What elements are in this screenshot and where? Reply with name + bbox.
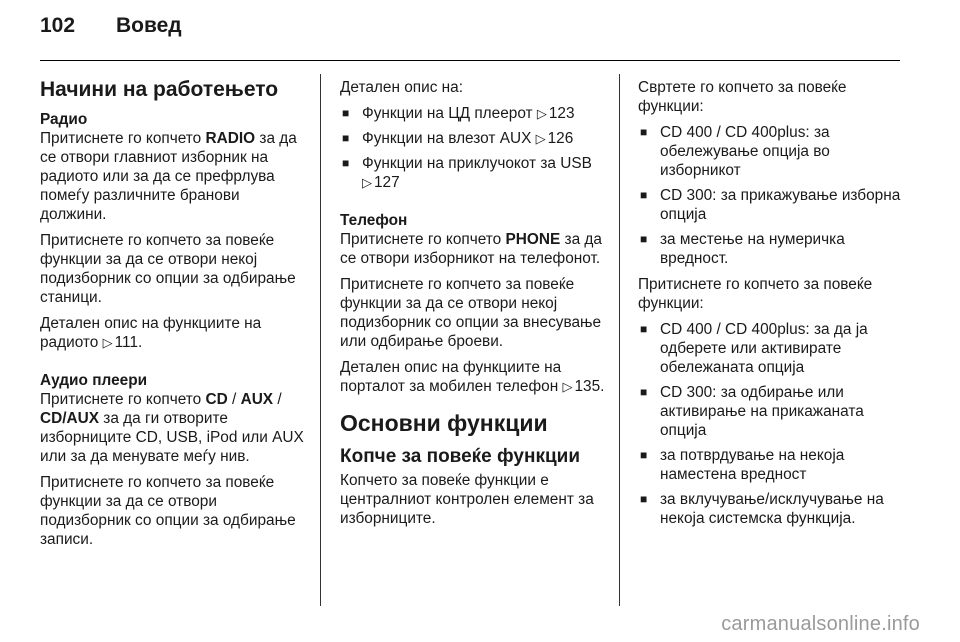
text: Притиснете го копчето [340,231,506,248]
header-divider [40,60,900,61]
radio-key-label: RADIO [205,130,256,147]
page-number: 102 [40,14,76,37]
list-item: ■ за местење на нумеричка вредност. [638,230,908,268]
basic-functions-title: Основни функции [340,410,548,436]
column-divider-2 [619,74,620,606]
page-reference[interactable] [103,334,143,351]
page-reference[interactable] [537,105,575,122]
aux-key-label: AUX [240,391,274,408]
radio-paragraph-2: Притиснете го копчето за повеќе функции за да се отвори некој подизборник со опции за одбирање станици. [40,232,296,306]
operation-modes-title: Начини на работењето [40,78,279,101]
watermark: carmanualsonline.info [721,613,920,635]
text: Функции на приклучокот за USB [362,155,592,172]
section-name: Вовед [116,14,182,37]
text: Функции на влезот AUX [362,130,536,147]
column-divider-1 [320,74,321,606]
text: Детален опис на функциите на порталот за мобилен телефон [340,359,563,395]
page-reference[interactable] [562,378,604,395]
list-item: ■ за вклучување/исклучување на некоја системска функција. [638,490,908,528]
page-reference-triangle-icon: ▷ [562,379,573,394]
text: за да се отвори главниот изборник на радиото или за да се префрлува помеѓу различните бранови должини. [40,130,297,223]
page-reference-triangle-icon: ▷ [536,106,547,121]
page-reference[interactable] [362,174,400,191]
list-item [340,129,610,148]
radio-paragraph-1 [40,129,310,224]
phone-heading: Телефон [340,212,408,229]
cd-key-label: CD [205,391,228,408]
page-reference[interactable] [536,130,574,147]
list-item [340,104,610,123]
press-knob-intro: Притиснете го копчето за повеќе функции: [638,276,873,312]
multifunction-knob-text: Копчето за повеќе функции е централниот контролен елемент за изборниците. [340,472,594,527]
column-1 [40,78,310,556]
page-reference-triangle-icon: ▷ [102,335,113,350]
text: Притиснете го копчето [40,130,206,147]
phone-paragraph-3 [340,358,610,396]
page-header [40,14,182,50]
list-item: ■ за потврдување на некоја наместена вредност [638,446,908,484]
text: за да се отвори изборникот на телефонот. [340,231,602,267]
page-reference-number: 126 [547,130,574,147]
column-3 [638,78,908,535]
audio-paragraph-2: Притиснете го копчето за повеќе функции за да се отвори подизборник со опции за одбирање записи. [40,474,296,548]
phone-key-label: PHONE [505,231,561,248]
column-2 [340,78,610,535]
audio-players-heading: Аудио плеери [40,372,148,389]
text: Притиснете го копчето [40,391,206,408]
list-item [340,154,610,192]
detail-list [340,104,610,192]
multifunction-knob-title: Копче за повеќе функции [340,446,580,467]
page-reference-triangle-icon: ▷ [362,175,372,190]
detail-intro: Детален опис на: [340,79,464,96]
text: Детален опис на функциите на радиото [40,315,262,351]
audio-paragraph-1 [40,390,310,466]
text: / [273,391,282,408]
page-reference-number: 127 [374,174,400,191]
radio-heading: Радио [40,111,88,128]
phone-paragraph-2: Притиснете го копчето за повеќе функции за да се отвори некој подизборник со опции за внесување или одбирање броеви. [340,276,602,350]
page-reference-number: 123 [548,105,575,122]
list-item: ■ CD 300: за одбирање или активирање на прикажаната опција [638,383,908,440]
text: / [227,391,241,408]
list-item: ■ CD 300: за прикажување изборна опција [638,186,908,224]
press-knob-list [638,320,908,528]
turn-knob-intro: Свртете го копчето за повеќе функции: [638,79,847,115]
page-reference-number: 111. [114,334,143,351]
text: Функции на ЦД плеерот [362,105,537,122]
page-reference-number: 135. [574,378,605,395]
phone-paragraph-1 [340,230,610,268]
text: за да ги отворите изборниците CD, USB, iPod или AUX или за да менувате меѓу нив. [40,410,304,465]
page-reference-triangle-icon: ▷ [535,131,546,146]
turn-knob-list [638,123,908,268]
list-item: ■ CD 400 / CD 400plus: за да ја одберете или активирате обележаната опција [638,320,908,377]
list-item: ■ CD 400 / CD 400plus: за обележување опција во изборникот [638,123,908,180]
radio-paragraph-3 [40,314,310,352]
cd-aux-key-label: CD/AUX [40,410,99,427]
